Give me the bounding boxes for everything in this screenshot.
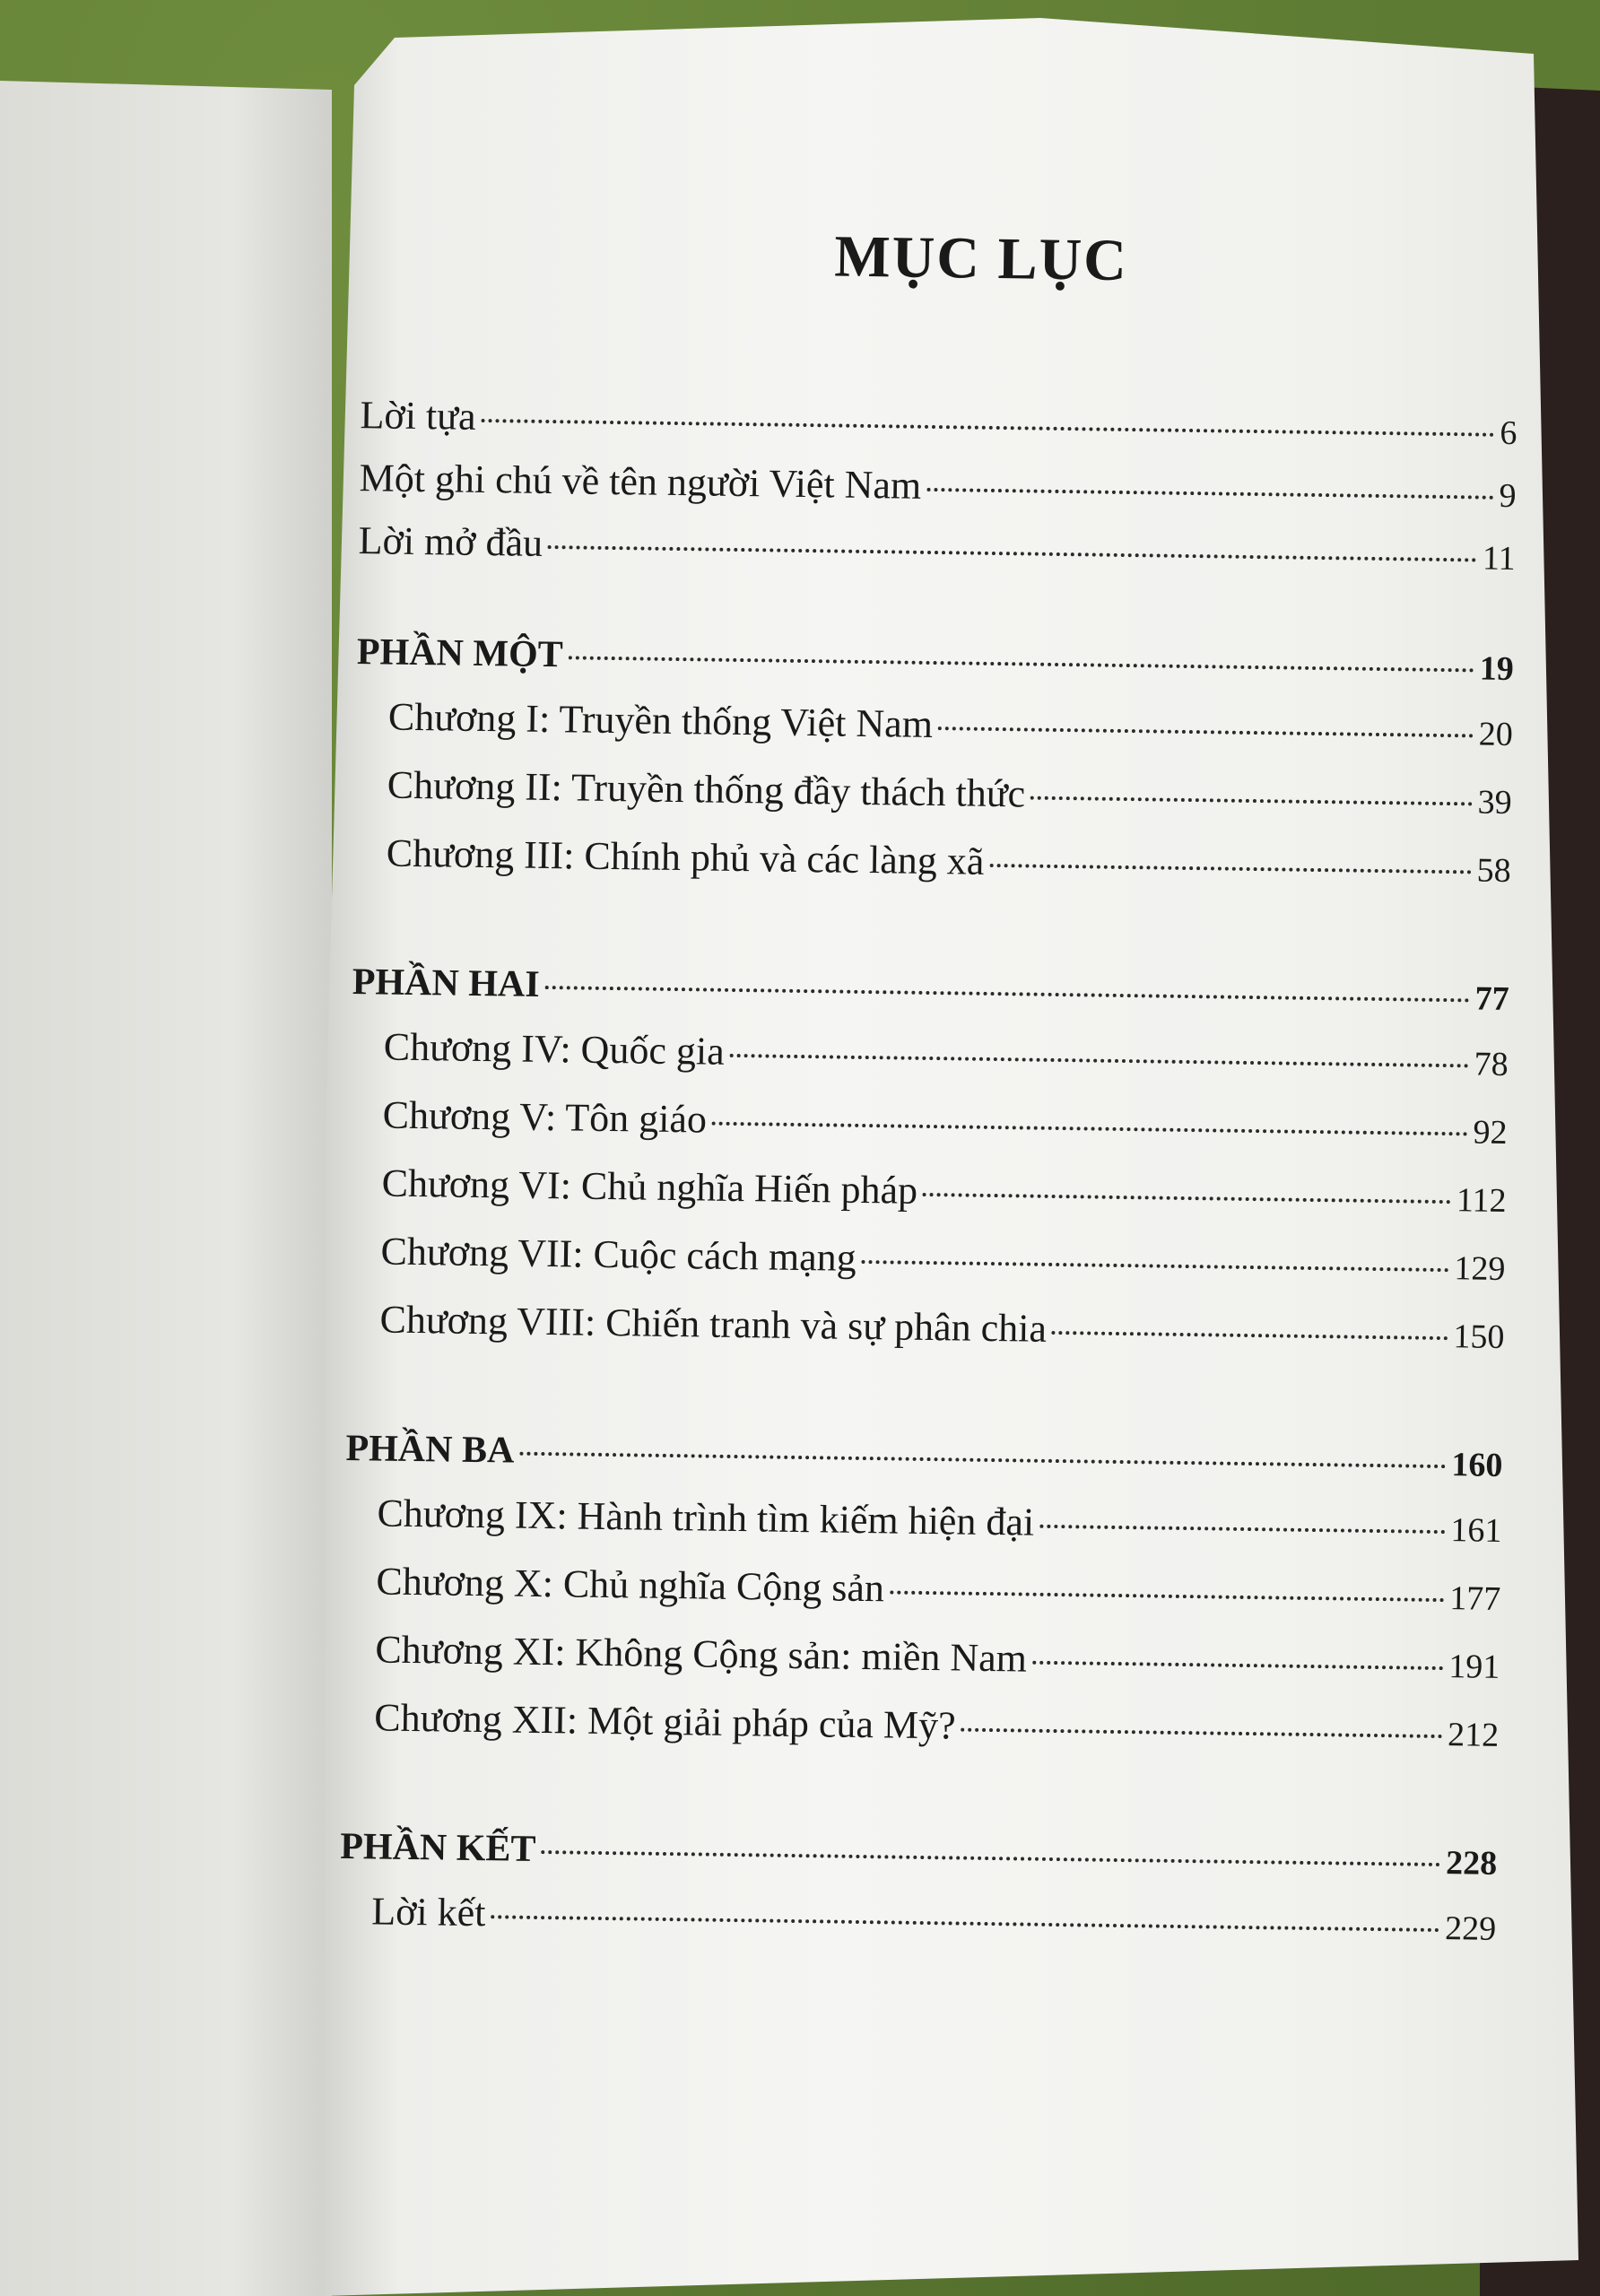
part-label: PHẦN MỘT bbox=[356, 631, 564, 676]
dot-leader bbox=[938, 726, 1474, 737]
toc-entry-label: Lời tựa bbox=[360, 393, 476, 439]
chapter-page: 58 bbox=[1476, 851, 1511, 891]
dot-leader bbox=[923, 1193, 1451, 1204]
chapter-page: 191 bbox=[1448, 1648, 1500, 1686]
part-page: 160 bbox=[1451, 1446, 1503, 1484]
part-label: PHẦN HAI bbox=[352, 961, 540, 1005]
left-facing-page bbox=[0, 81, 332, 2296]
chapter-page: 150 bbox=[1453, 1318, 1505, 1356]
part-label: PHẦN BA bbox=[345, 1427, 515, 1472]
chapter-page: 212 bbox=[1447, 1716, 1500, 1754]
dot-leader bbox=[1032, 1661, 1443, 1670]
chapter-page: 129 bbox=[1454, 1249, 1506, 1288]
chapter-label: Chương V: Tôn giáo bbox=[382, 1092, 708, 1142]
dot-leader bbox=[890, 1590, 1444, 1602]
dot-leader bbox=[545, 986, 1470, 1002]
chapter-label: Chương VIII: Chiến tranh và sự phân chia bbox=[379, 1297, 1048, 1351]
part-page: 228 bbox=[1445, 1844, 1498, 1883]
chapter-label: Chương I: Truyền thống Việt Nam bbox=[387, 694, 934, 747]
part-page: 77 bbox=[1474, 979, 1509, 1019]
chapter-label: Chương II: Truyền thống đầy thách thức bbox=[387, 762, 1026, 816]
dot-leader bbox=[491, 1915, 1439, 1932]
toc-entry-page: 9 bbox=[1499, 476, 1517, 516]
part-label: PHẦN KẾT bbox=[340, 1825, 536, 1870]
toc-entry-label: Lời mở đầu bbox=[358, 518, 543, 565]
dot-leader bbox=[569, 656, 1474, 672]
chapter-label: Chương XII: Một giải pháp của Mỹ? bbox=[374, 1695, 956, 1748]
toc-entry-label: Một ghi chú về tên người Việt Nam bbox=[359, 456, 922, 508]
chapter-label: Chương IV: Quốc gia bbox=[383, 1024, 726, 1074]
dot-leader bbox=[730, 1054, 1469, 1068]
page-title: MỤC LỤC bbox=[833, 223, 1129, 294]
chapter-label: Chương VII: Cuộc cách mạng bbox=[380, 1229, 857, 1280]
chapter-label: Chương III: Chính phủ và các làng xã bbox=[386, 831, 985, 883]
toc-list bbox=[339, 392, 1517, 1972]
dot-leader bbox=[519, 1452, 1446, 1468]
dot-leader bbox=[926, 488, 1493, 500]
chapter-page: 78 bbox=[1474, 1045, 1509, 1084]
chapter-page: 177 bbox=[1449, 1579, 1501, 1618]
chapter-page: 161 bbox=[1450, 1511, 1502, 1550]
chapter-page: 20 bbox=[1478, 715, 1514, 754]
toc-entry-page: 11 bbox=[1482, 539, 1516, 578]
table-of-contents bbox=[336, 216, 1519, 2116]
dot-leader bbox=[1052, 1331, 1448, 1340]
toc-entry-page: 6 bbox=[1500, 413, 1517, 453]
dot-leader bbox=[548, 545, 1477, 561]
dot-leader bbox=[1039, 1525, 1445, 1534]
chapter-page: 112 bbox=[1456, 1181, 1507, 1221]
dot-leader bbox=[862, 1260, 1449, 1272]
chapter-label: Lời kết bbox=[370, 1889, 486, 1935]
chapter-label: Chương VI: Chủ nghĩa Hiến pháp bbox=[381, 1161, 918, 1213]
chapter-label: Chương XI: Không Cộng sản: miền Nam bbox=[375, 1627, 1028, 1681]
dot-leader bbox=[961, 1728, 1443, 1738]
dot-leader bbox=[1030, 796, 1473, 806]
chapter-page: 229 bbox=[1444, 1909, 1497, 1948]
dot-leader bbox=[541, 1850, 1440, 1866]
chapter-page: 92 bbox=[1473, 1113, 1508, 1152]
part-page: 19 bbox=[1479, 649, 1515, 689]
dot-leader bbox=[712, 1122, 1468, 1136]
chapter-page: 39 bbox=[1477, 783, 1513, 822]
chapter-label: Chương X: Chủ nghĩa Cộng sản bbox=[376, 1559, 885, 1611]
dot-leader bbox=[989, 864, 1471, 874]
chapter-label: Chương IX: Hành trình tìm kiếm hiện đại bbox=[377, 1491, 1035, 1544]
dot-leader bbox=[482, 419, 1495, 437]
